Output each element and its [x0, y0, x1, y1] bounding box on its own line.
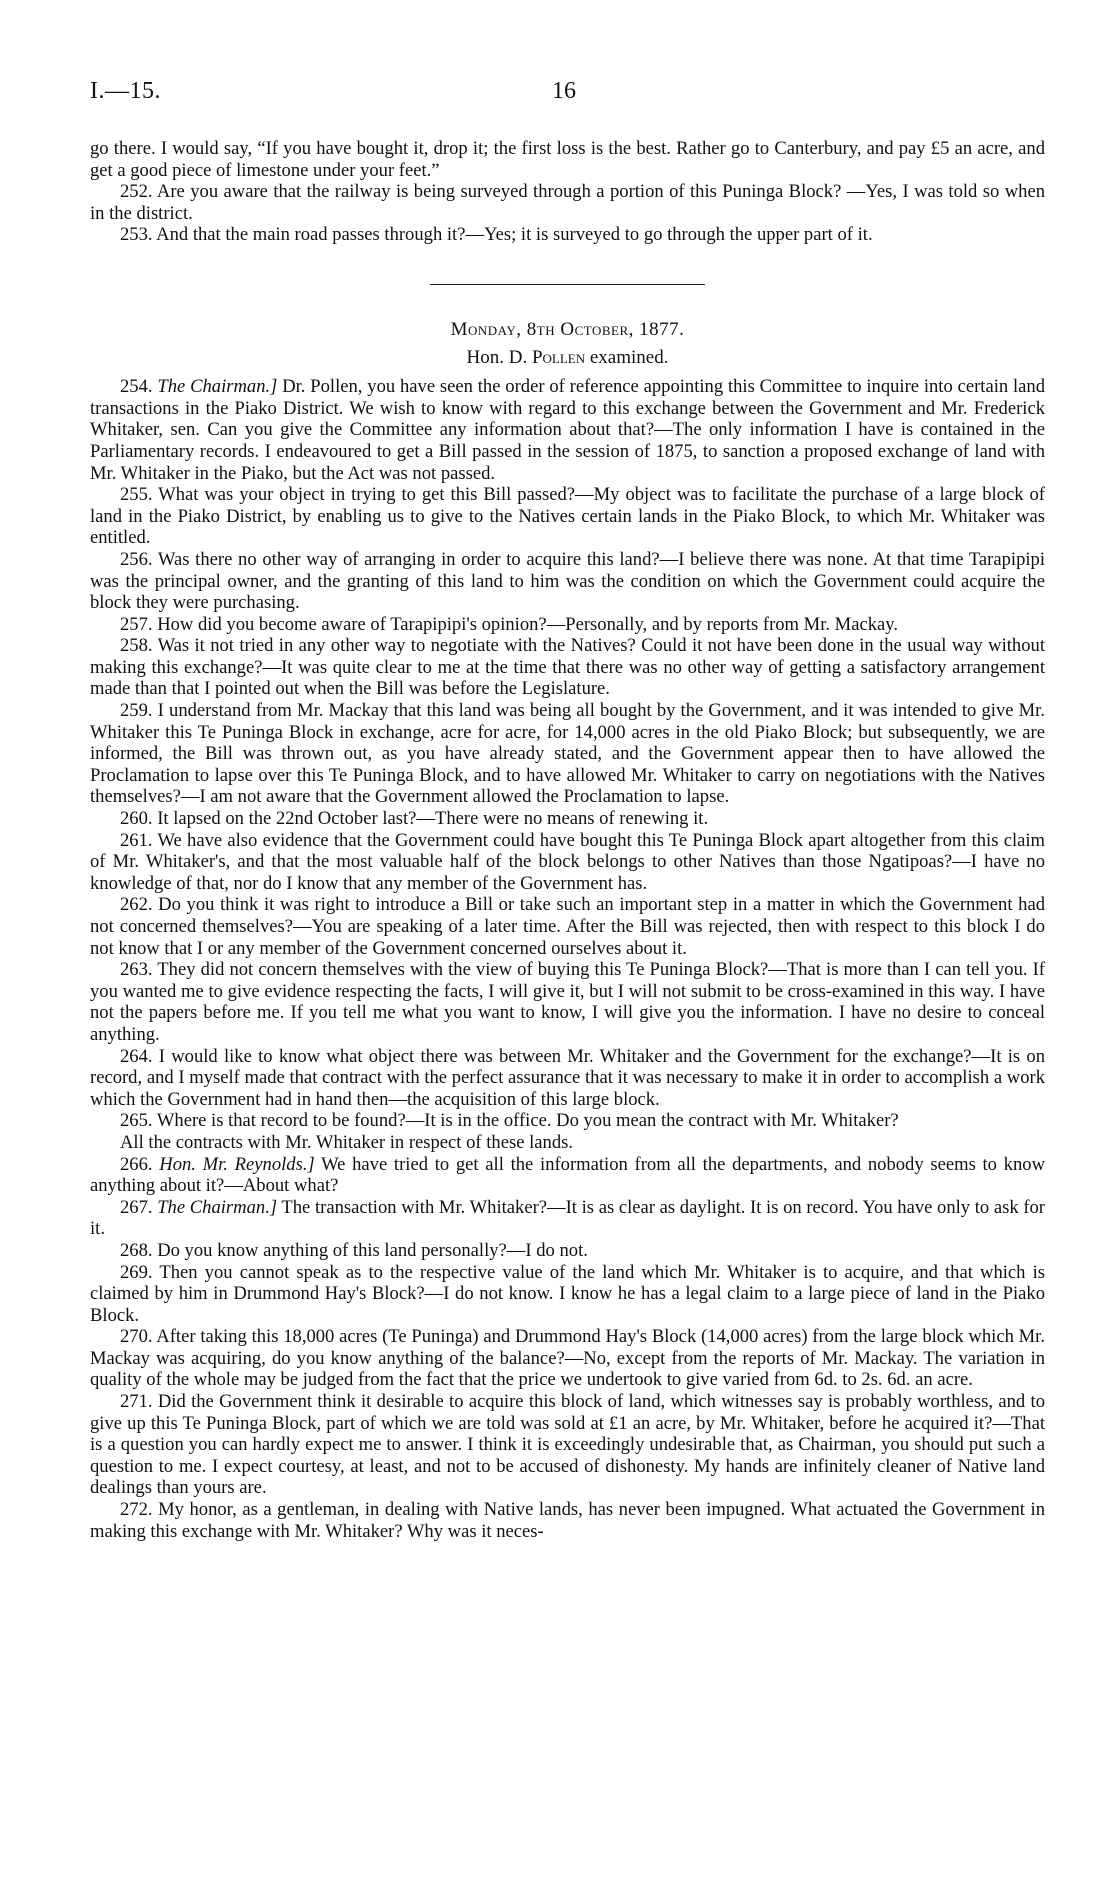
question-270: 270. After taking this 18,000 acres (Te Puninga) and Drummond Hay's Block (14,000 acres) from the large block which Mr. Mackay was acquiring, do you know anything of the balance?—No, except from the reports of Mr. Mackay. The variation in quality of the whole may be judged from the fact that the price we undertook to give varied from 6d. to 2s. 6d. an acre.	[90, 1326, 1045, 1391]
question-text: We have tried to get all the information from all the departments, and nobody seems to know anything about it?—About what?	[90, 1153, 1046, 1197]
witness-name: Pollen	[531, 346, 586, 368]
question-268: 268. Do you know anything of this land personally?—I do not.	[120, 1239, 588, 1261]
speaker-label: Hon. Mr. Reynolds.]	[159, 1153, 315, 1175]
question-254	[90, 376, 1045, 484]
question-text: Dr. Pollen, you have seen the order of reference appointing this Committee to inquire into certain land transactions in the Piako District. We wish to know with regard to this exchange between the Government and Mr. Frederick Whitaker, sen. Can you give the Committee any information about that?—The only information I have is contained in the Parliamentary records. I endeavoured to get a Bill passed in the session of 1875, to sanction a proposed exchange of land with Mr. Whitaker in the Piako, but the Act was not passed.	[90, 376, 1045, 484]
question-258: 258. Was it not tried in any other way to negotiate with the Natives? Could it not have been done in the usual way without making this exchange?—It was quite clear to me at the time that there was no other way of getting a satisfactory arrangement made than that I pointed out when the Bill was before the Legislature.	[90, 635, 1045, 700]
witness-heading	[90, 347, 1045, 369]
page-body	[90, 138, 1045, 1542]
witness-suffix: examined.	[589, 346, 669, 368]
question-260: 260. It lapsed on the 22nd October last?—There were no means of renewing it.	[120, 808, 709, 830]
question-264: 264. I would like to know what object there was between Mr. Whitaker and the Government for the exchange?—It is on record, and I myself made that contract with the perfect assurance that it was necessary to make it in order to accomplish a work which the Government had in hand then—the acquisition of this large block.	[90, 1045, 1045, 1110]
question-263: 263. They did not concern themselves with the view of buying this Te Puninga Block?—That is more than I can tell you. If you wanted me to give evidence respecting the facts, I will give it, but I will not submit to be cross-examined in this way. I have not the papers before me. If you tell me what you want to know, I will give you the information. I have no desire to conceal anything.	[90, 959, 1045, 1045]
document-reference: I.—15.	[90, 78, 161, 104]
question-261: 261. We have also evidence that the Government could have bought this Te Puninga Block apart altogether from this claim of Mr. Whitaker's, and that the most valuable half of the block belongs to other Natives than those Ngatipoas?—I have no knowledge of that, nor do I know that any member of the Government has.	[90, 829, 1045, 894]
speaker-label: The Chairman.]	[157, 376, 278, 398]
question-text: The transaction with Mr. Whitaker?—It is as clear as daylight. It is on record. You have only to ask for it.	[90, 1196, 1046, 1240]
question-252: 252. Are you aware that the railway is being surveyed through a portion of this Puninga Block? —Yes, I was told so when in the district.	[90, 181, 1045, 224]
section-date: Monday, 8th October, 1877.	[450, 318, 685, 340]
question-265: 265. Where is that record to be found?—It is in the office. Do you mean the contract with Mr. Whitaker?	[120, 1110, 899, 1132]
question-number: 266.	[120, 1153, 153, 1175]
document-page	[90, 78, 1045, 1542]
question-259: 259. I understand from Mr. Mackay that this land was being all bought by the Government, and it was intended to give Mr. Whitaker this Te Puninga Block in exchange, acre for acre, for 14,000 acres in the old Piako Block; but subsequently, we are informed, the Bill was thrown out, as you have already stated, and the Government appear then to have allowed the Proclamation to lapse over this Te Puninga Block, and to have allowed Mr. Whitaker to carry on negotiations with the Natives themselves?—I am not aware that the Government allowed the Proclamation to lapse.	[90, 700, 1045, 808]
paragraph-continuation: go there. I would say, “If you have bought it, drop it; the first loss is the best. Rather go to Canterbury, and pay £5 an acre, and get a good piece of limestone under your feet.”	[90, 138, 1045, 181]
question-253: 253. And that the main road passes through it?—Yes; it is surveyed to go through the upper part of it.	[120, 224, 873, 246]
speaker-label: The Chairman.]	[157, 1196, 278, 1218]
question-265-continuation: All the contracts with Mr. Whitaker in respect of these lands.	[120, 1131, 574, 1153]
page-number: 16	[552, 78, 576, 104]
section-divider	[430, 284, 705, 285]
question-266	[90, 1154, 1045, 1197]
question-255: 255. What was your object in trying to get this Bill passed?—My object was to facilitate the purchase of a large block of land in the Piako District, by enabling us to give to the Natives certain lands in the Piako Block, to which Mr. Whitaker was entitled.	[90, 484, 1045, 549]
page-header	[90, 78, 1045, 138]
question-number: 267.	[120, 1196, 153, 1218]
question-269: 269. Then you cannot speak as to the respective value of the land which Mr. Whitaker is to acquire, and that which is claimed by him in Drummond Hay's Block?—I do not know. I know he has a legal claim to a large piece of land in the Piako Block.	[90, 1261, 1045, 1326]
question-number: 254.	[120, 376, 153, 398]
question-271: 271. Did the Government think it desirable to acquire this block of land, which witnesses say is probably worthless, and to give up this Te Puninga Block, part of which we are told was sold at £1 an acre, by Mr. Whitaker, before he acquired it?—That is a question you can hardly expect me to answer. I think it is exceedingly undesirable that, as Chairman, you should put such a question to me. I expect courtesy, at least, and not to be accused of dishonesty. My hands are infinitely cleaner of Native land dealings than yours are.	[90, 1391, 1045, 1499]
question-262: 262. Do you think it was right to introduce a Bill or take such an important step in a matter in which the Government had not concerned themselves?—You are speaking of a later time. After the Bill was rejected, then with respect to this block I do not know that I or any member of the Government concerned ourselves about it.	[90, 894, 1045, 959]
witness-prefix: Hon. D.	[466, 346, 528, 368]
question-256: 256. Was there no other way of arranging in order to acquire this land?—I believe there was none. At that time Tarapipipi was the principal owner, and the granting of this land to him was the condition on which the Government could acquire the block they were purchasing.	[90, 548, 1045, 614]
question-267	[90, 1197, 1045, 1240]
question-257: 257. How did you become aware of Tarapipipi's opinion?—Personally, and by reports from Mr. Mackay.	[120, 613, 898, 635]
question-272: 272. My honor, as a gentleman, in dealing with Native lands, has never been impugned. What actuated the Government in making this exchange with Mr. Whitaker? Why was it neces-	[90, 1499, 1045, 1542]
